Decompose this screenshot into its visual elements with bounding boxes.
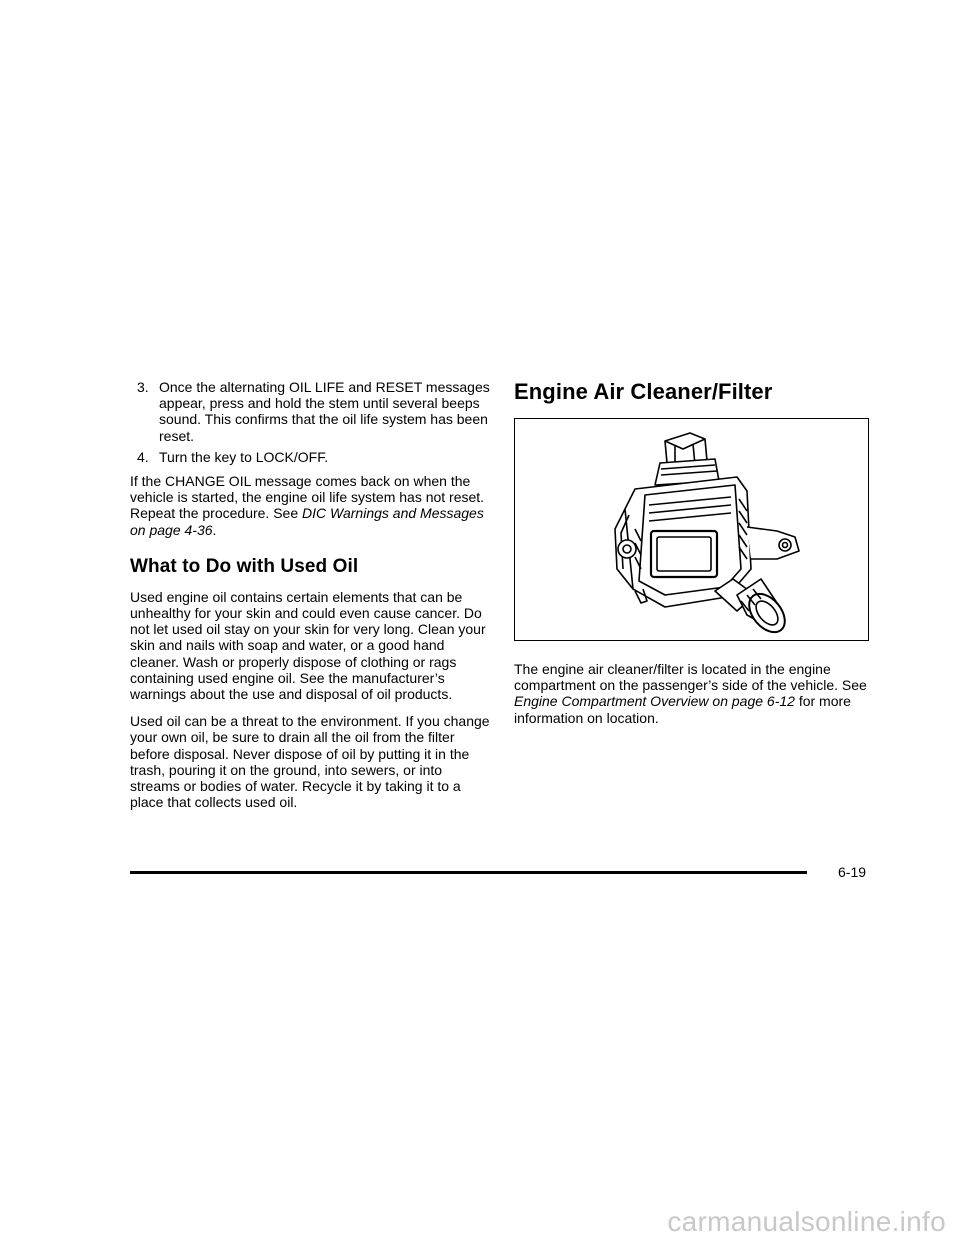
used-oil-heading: What to Do with Used Oil: [130, 555, 359, 577]
page-number: 6-19: [838, 864, 867, 880]
step-text: Once the alternating OIL LIFE and RESET messages appear, press and hold the stem until several beeps sound. This confirms that the oil life system has been reset.: [159, 379, 490, 444]
change-oil-paragraph: If the CHANGE OIL message comes back on when the vehicle is started, the engine oil life system has not reset. Repeat the procedure. See DIC Warnings and Messages on page 4-36.: [130, 473, 485, 538]
right-column: [514, 379, 874, 737]
left-column: [130, 379, 492, 821]
step-text: Turn the key to LOCK/OFF.: [159, 448, 329, 465]
step-number: 4.: [137, 448, 149, 465]
air-cleaner-drawing: [515, 419, 870, 642]
air-cleaner-heading: Engine Air Cleaner/Filter: [514, 379, 773, 404]
watermark: carmanualsonline.info: [667, 1206, 946, 1237]
air-cleaner-illustration: [514, 418, 869, 641]
footer-rule: [130, 871, 807, 874]
dic-warnings-link[interactable]: DIC Warnings and Messages on page 4-36: [130, 505, 484, 538]
step-4: [130, 449, 492, 465]
air-cleaner-paragraph: The engine air cleaner/filter is located in the engine compartment on the passenger’s side of the vehicle. See Engine Compartment Overview on page 6-12 for more information on location.: [514, 661, 867, 726]
step-3: [130, 379, 492, 444]
used-oil-paragraph-2: Used oil can be a threat to the environment. If you change your own oil, be sure to drain all the oil from the filter before disposal. Never dispose of oil by putting it in the trash, pouring it on the ground, into sewers, or into streams or bodies of water. Recycle it by taking it to a place that collects used oil.: [130, 713, 490, 811]
step-number: 3.: [137, 379, 149, 395]
used-oil-paragraph-1: Used engine oil contains certain elements that can be unhealthy for your skin and could even cause cancer. Do not let used oil stay on your skin for very long. Clean your skin and nails with soap and water, or a good hand cleaner. Wash or properly dispose of clothing or rags containing used engine oil. See the manufacturer’s warnings about the use and disposal of oil products.: [130, 588, 486, 703]
engine-compartment-link[interactable]: Engine Compartment Overview on page 6-12: [514, 693, 795, 710]
